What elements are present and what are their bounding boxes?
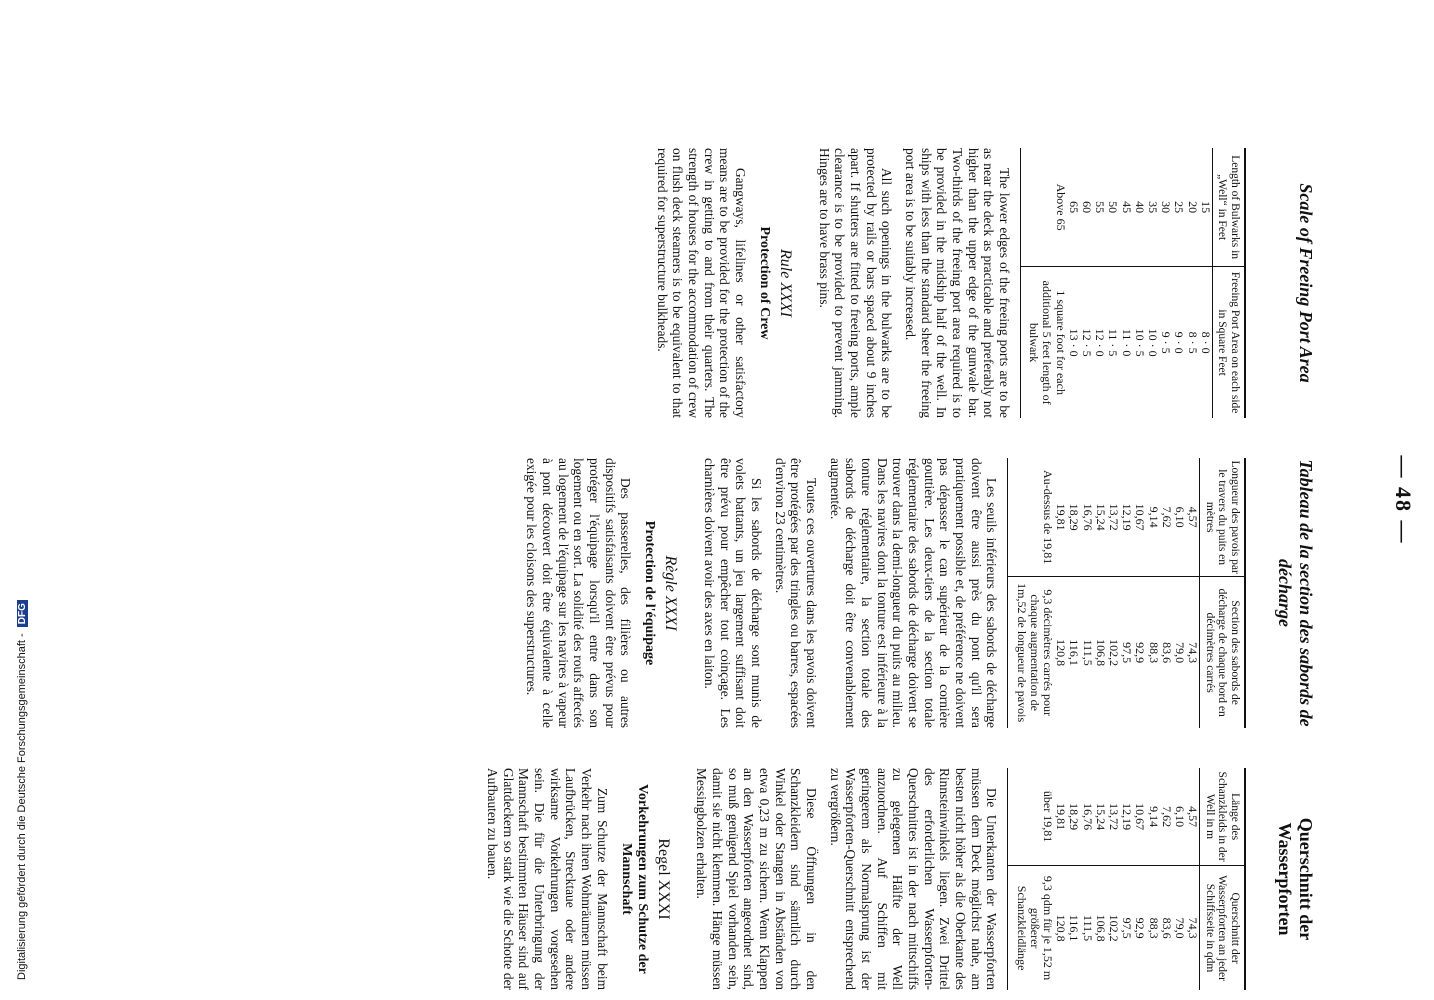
german-table-row bbox=[1160, 768, 1173, 990]
german-length-cell: 13,72 bbox=[1106, 803, 1121, 831]
french-paragraph-3: Des passerelles, des filières ou autres dispositifs satisfaisants doivent être prévus pour protéger l'équipage lorsqu'il entre dans son logement ou en sort. La solidité des roufs affectés au logement de l'équipage sur les navires à vapeur à pont découvert doit être équivalente à celle exigée pour les cloisons des superstructures. bbox=[524, 458, 634, 728]
german-table-row bbox=[1173, 768, 1186, 990]
french-table-row bbox=[1080, 458, 1093, 728]
english-table-row bbox=[1146, 148, 1159, 418]
german-area-cell: 9,3 qdm für je 1,52 m größerer Schanzkleidlänge bbox=[1008, 866, 1054, 990]
english-table-body bbox=[1021, 148, 1212, 418]
german-length-cell: über 19,81 bbox=[1041, 790, 1056, 843]
french-length-cell: Au-dessus de 19,81 bbox=[1041, 469, 1056, 565]
english-length-cell: 55 bbox=[1093, 201, 1108, 214]
german-header-length: Länge des Schanzkleids in der Well in m bbox=[1200, 768, 1245, 866]
english-area-cell: 8 · 0 bbox=[1199, 267, 1213, 418]
english-table-row bbox=[1199, 148, 1213, 418]
english-length-cell: 65 bbox=[1066, 201, 1081, 214]
english-table-row bbox=[1093, 148, 1106, 418]
german-table-body bbox=[1008, 768, 1199, 990]
english-table-row bbox=[1172, 148, 1185, 418]
french-area-cell: 9,3 décimètres carrés pour chaque augmentation de 1m,52 de longueur de pavois bbox=[1008, 577, 1054, 728]
english-area-cell: 1 square foot for each additional 5 feet length of bulwark bbox=[1021, 267, 1067, 418]
french-length-cell: 18,29 bbox=[1067, 503, 1082, 531]
french-area-cell: 120,8 bbox=[1054, 577, 1067, 728]
german-table-row bbox=[1080, 768, 1093, 990]
english-area-cell: 9 · 0 bbox=[1172, 267, 1185, 418]
english-length-cell: Above 65 bbox=[1053, 183, 1068, 231]
english-rule-subtitle: Protection of Crew bbox=[757, 226, 773, 340]
german-length-cell: 7,62 bbox=[1159, 806, 1174, 828]
german-length-cell: 9,14 bbox=[1146, 806, 1161, 828]
english-paragraph-2: All such openings in the bulwarks are to be protected by rails or bars spaced about 9 inches apart. If shutters are fitted to freeing ports, ample clearance is to be provided to prevent jamming. Hinges are to have brass pins. bbox=[816, 148, 895, 418]
german-length-cell: 4,57 bbox=[1186, 806, 1201, 828]
english-length-cell: 50 bbox=[1106, 201, 1121, 214]
french-area-cell: 88,3 bbox=[1146, 577, 1159, 728]
french-length-cell: 13,72 bbox=[1106, 503, 1121, 531]
german-length-cell: 12,19 bbox=[1120, 803, 1135, 831]
french-table-row bbox=[1008, 458, 1054, 728]
german-table-row bbox=[1094, 768, 1107, 990]
german-paragraph-1: Die Unterkanten der Wasserpforten müssen dem Deck möglichst nahe, am besten nicht höher als die Oberkante des Rinnsteinwinkels liegen. Zwei Drittel des erforderlichen Wasserpforten-Querschnittes ist in der nach mittschiffs zu gelegenen Hälfte der Well anzuordnen. Auf Schiffen mit geringerem als Normalsprung ist der Wasserpforten-Querschnitt entsprechend zu vergrößern. bbox=[827, 768, 1000, 990]
english-area-cell: 10 · 0 bbox=[1146, 267, 1159, 418]
german-table-row bbox=[1008, 768, 1054, 990]
english-column bbox=[654, 148, 1316, 418]
french-area-cell: 74,3 bbox=[1186, 577, 1200, 728]
german-column bbox=[484, 768, 1316, 990]
french-length-cell: 19,81 bbox=[1054, 503, 1069, 531]
french-table-title: Tableau de la section des sabords de décharge bbox=[1275, 459, 1316, 727]
french-table-row bbox=[1160, 458, 1173, 728]
english-paragraph-3: Gangways, lifelines or other satisfactory means are to be provided for the protection of the crew in getting to and from their quarters. The strength of houses for the accommodation of crew on flush deck steamers is to be equivalent to that required for superstructure bulkheads. bbox=[654, 148, 749, 418]
german-freeing-port-table bbox=[1008, 768, 1246, 990]
english-length-cell: 45 bbox=[1119, 201, 1134, 214]
french-header-length: Longueur des pavois par le travers du puits en mètres bbox=[1200, 458, 1245, 577]
english-area-cell: 10 · 5 bbox=[1133, 267, 1146, 418]
english-area-cell: 13 · 0 bbox=[1067, 267, 1080, 418]
english-freeing-port-table bbox=[1021, 148, 1246, 418]
french-area-cell: 83,6 bbox=[1160, 577, 1173, 728]
german-area-cell: 88,3 bbox=[1146, 866, 1159, 990]
french-rule-title: Règle XXXI bbox=[662, 555, 680, 631]
german-area-cell: 83,6 bbox=[1160, 866, 1173, 990]
french-table-body bbox=[1008, 458, 1199, 728]
english-header-length: Length of Bulwarks in „Well“ in Feet bbox=[1212, 148, 1245, 267]
french-table-row bbox=[1054, 458, 1067, 728]
french-paragraph-2b: Si les sabords de décharge sont munis de volets battants, un jeu largement suffisant doit être prévu pour empêcher tout coinçage. Les charnières doivent avoir des axes en laiton. bbox=[702, 458, 765, 728]
german-area-cell: 106,8 bbox=[1094, 866, 1107, 990]
german-length-cell: 10,67 bbox=[1133, 803, 1148, 831]
credit-text: Digitalisierung gefördert durch die Deutsche Forschungsgemeinschaft - bbox=[16, 633, 28, 980]
english-length-cell: 15 bbox=[1198, 201, 1213, 214]
french-area-cell: 97,5 bbox=[1120, 577, 1133, 728]
french-paragraph-2: Toutes ces ouvertures dans les pavois doivent être protégées par des tringles ou barres, espacées d'environ 23 centimètres. bbox=[772, 458, 820, 728]
german-area-cell: 111,5 bbox=[1080, 866, 1093, 990]
german-paragraph-2: Diese Öffnungen in den Schanzkleidern sind sämtlich durch Winkel oder Stangen in Abständen von etwa 0,23 m zu sichern. Wenn Klappen an den Wasserpforten angeordnet sind, so muß genügend Spiel vorhanden sein, damit sie nicht klemmen. Hänge müssen Messingbolzen erhalten. bbox=[694, 768, 820, 990]
english-table-row bbox=[1106, 148, 1119, 418]
english-area-cell: 11 · 0 bbox=[1119, 267, 1132, 418]
german-area-cell: 120,8 bbox=[1054, 866, 1067, 990]
french-area-cell: 116,1 bbox=[1067, 577, 1080, 728]
german-rule-title: Regel XXXI bbox=[654, 838, 672, 920]
english-table-row bbox=[1067, 148, 1080, 418]
french-length-cell: 12,19 bbox=[1120, 503, 1135, 531]
digitization-credit bbox=[0, 0, 28, 1000]
german-header-area: Querschnitt der Wasserpforten an jeder Schiffsseite in qdm bbox=[1200, 866, 1245, 990]
german-table-row bbox=[1186, 768, 1200, 990]
french-area-cell: 92,9 bbox=[1133, 577, 1146, 728]
french-length-cell: 9,14 bbox=[1146, 506, 1161, 528]
english-length-cell: 60 bbox=[1080, 201, 1095, 214]
german-table-row bbox=[1107, 768, 1120, 990]
french-paragraph-1: Les seuils inférieurs des sabords de décharge doivent être aussi près du pont qu'il sera pratiquement possible et, de préférence ne doivent pas dépasser le can supérieur de la cornière gouttière. Les deux-tiers de la section totale réglementaire des sabords de décharge doivent se trouver dans la demi-longueur du puits au milieu. Dans les navires dont la tonture est inférieure à la tonture réglementaire, la section totale des sabords de décharge doit être convenablement augmentée. bbox=[827, 458, 1000, 728]
german-table-title: Querschnitt der Wasserpforten bbox=[1275, 817, 1316, 941]
english-table-row bbox=[1119, 148, 1132, 418]
english-table-row bbox=[1080, 148, 1093, 418]
german-rule-subtitle: Vorkehrungen zum Schutze der Mannschaft bbox=[618, 784, 650, 974]
french-table-row bbox=[1067, 458, 1080, 728]
german-area-cell: 116,1 bbox=[1067, 866, 1080, 990]
french-length-cell: 4,57 bbox=[1186, 506, 1201, 528]
french-table-row bbox=[1146, 458, 1159, 728]
french-area-cell: 106,8 bbox=[1094, 577, 1107, 728]
english-area-cell: 9 · 5 bbox=[1159, 267, 1172, 418]
german-table-row bbox=[1133, 768, 1146, 990]
french-length-cell: 6,10 bbox=[1172, 506, 1187, 528]
french-area-cell: 102,2 bbox=[1107, 577, 1120, 728]
english-area-cell: 8 · 5 bbox=[1185, 267, 1198, 418]
english-length-cell: 30 bbox=[1159, 201, 1174, 214]
french-table-row bbox=[1186, 458, 1200, 728]
german-length-cell: 19,81 bbox=[1054, 803, 1069, 831]
german-area-cell: 74,3 bbox=[1186, 866, 1200, 990]
english-paragraph-1: The lower edges of the freeing ports are to be as near the deck as practicable and preferably not higher than the upper edge of the gunwale bar. Two-thirds of the freeing port area required is to be provided in the midship half of the well. In ships with less than the standard sheer the freeing port area is to be suitably increased. bbox=[903, 148, 1013, 418]
english-header-area: Freeing Port Area on each side in Square Feet bbox=[1212, 267, 1245, 418]
french-column bbox=[524, 458, 1316, 728]
french-length-cell: 15,24 bbox=[1093, 503, 1108, 531]
english-area-cell: 12 · 5 bbox=[1080, 267, 1093, 418]
french-table-row bbox=[1107, 458, 1120, 728]
english-table-title: Scale of Freeing Port Area bbox=[1296, 183, 1316, 383]
dfg-logo: DFG bbox=[17, 600, 28, 627]
french-length-cell: 10,67 bbox=[1133, 503, 1148, 531]
english-length-cell: 35 bbox=[1145, 201, 1160, 214]
french-length-cell: 16,76 bbox=[1080, 503, 1095, 531]
german-area-cell: 79,0 bbox=[1173, 866, 1186, 990]
german-area-cell: 97,5 bbox=[1120, 866, 1133, 990]
german-table-row bbox=[1067, 768, 1080, 990]
english-length-cell: 40 bbox=[1132, 201, 1147, 214]
english-length-cell: 25 bbox=[1172, 201, 1187, 214]
english-area-cell: 12 · 0 bbox=[1093, 267, 1106, 418]
german-area-cell: 102,2 bbox=[1107, 866, 1120, 990]
french-area-cell: 79,0 bbox=[1173, 577, 1186, 728]
english-table-row bbox=[1185, 148, 1198, 418]
german-paragraph-3: Zum Schutze der Mannschaft beim Verkehr nach ihren Wohnräumen müssen Laufbrücken, Strecktaue oder andere wirksame Vorkehrungen vorgesehen sein. Die für die Unterbringung der Mannschaft bestimmten Häuser sind auf Glattdeckern so stark wie die Schotte der Aufbauten zu bauen. bbox=[484, 768, 610, 990]
french-table-row bbox=[1094, 458, 1107, 728]
french-freeing-port-table bbox=[1008, 458, 1246, 728]
french-header-area: Section des sabords de décharge de chaque bord en décimètres carrés bbox=[1200, 577, 1245, 728]
german-table-row bbox=[1120, 768, 1133, 990]
german-table-row bbox=[1054, 768, 1067, 990]
french-table-row bbox=[1133, 458, 1146, 728]
english-rule-title: Rule XXXI bbox=[777, 249, 795, 317]
german-length-cell: 6,10 bbox=[1172, 806, 1187, 828]
page-number: — 48 — bbox=[1391, 455, 1416, 545]
german-table-row bbox=[1146, 768, 1159, 990]
english-area-cell: 11 · 5 bbox=[1106, 267, 1119, 418]
german-area-cell: 92,9 bbox=[1133, 866, 1146, 990]
english-length-cell: 20 bbox=[1185, 201, 1200, 214]
french-length-cell: 7,62 bbox=[1159, 506, 1174, 528]
german-length-cell: 15,24 bbox=[1093, 803, 1108, 831]
french-table-row bbox=[1173, 458, 1186, 728]
english-table-row bbox=[1133, 148, 1146, 418]
english-table-row bbox=[1159, 148, 1172, 418]
german-length-cell: 16,76 bbox=[1080, 803, 1095, 831]
french-area-cell: 111,5 bbox=[1080, 577, 1093, 728]
english-table-row bbox=[1021, 148, 1067, 418]
french-rule-subtitle: Protection de l'équipage bbox=[642, 520, 658, 666]
french-table-row bbox=[1120, 458, 1133, 728]
german-length-cell: 18,29 bbox=[1067, 803, 1082, 831]
